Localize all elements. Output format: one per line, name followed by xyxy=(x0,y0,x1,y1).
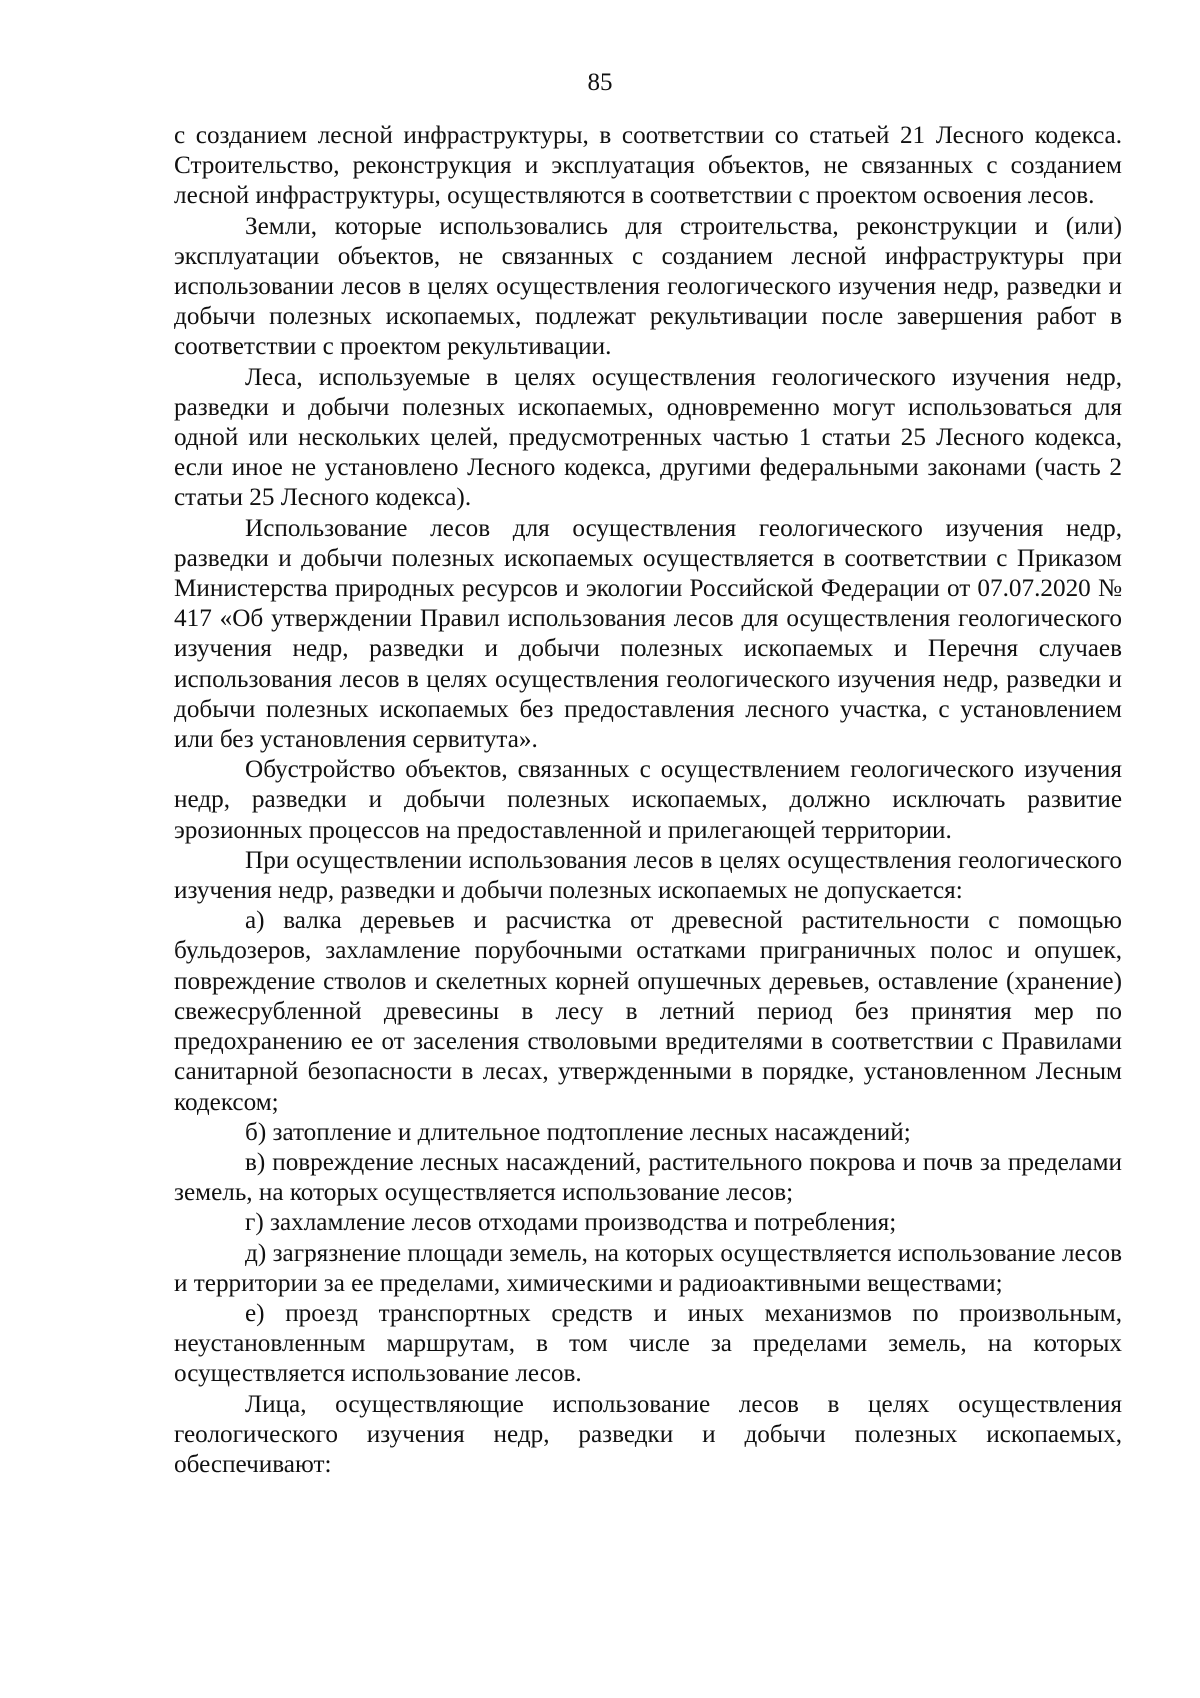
paragraph: При осуществлении использования лесов в целях осуществления геологического изучения недр, разведки и добычи полезных ископаемых не допускается: xyxy=(174,846,1122,905)
list-item-d: д) загрязнение площади земель, на которых осуществляется использование лесов и территории за ее пределами, химическими и радиоактивными веществами; xyxy=(174,1239,1122,1297)
list-item-g: г) захламление лесов отходами производства и потребления; xyxy=(245,1209,897,1237)
paragraph: Земли, которые использовались для строительства, реконструкции и (или) эксплуатации объектов, не связанных с созданием лесной инфраструктуры при использовании лесов в целях осуществления геологического изучения недр, разведки и добычи полезных ископаемых, подлежат рекультивации после завершения работ в соответствии с проектом рекультивации. xyxy=(174,212,1122,361)
list-item-a: а) валка деревьев и расчистка от древесной растительности с помощью бульдозеров, захламление порубочными остатками приграничных полос и опушек, повреждение стволов и скелетных корней опушечных деревьев, оставление (хранение) свежесрубленной древесины в лесу в летний период без принятия мер по предохранению ее от заселения стволовыми вредителями в соответствии с Правилами санитарной безопасности в лесах, утвержденными в порядке, установленном Лесным кодексом; xyxy=(174,907,1122,1116)
list-item-v: в) повреждение лесных насаждений, растительного покрова и почв за пределами земель, на которых осуществляется использование лесов; xyxy=(174,1148,1122,1207)
list-item-e: е) проезд транспортных средств и иных механизмов по произвольным, неустановленным маршрутам, в том числе за пределами земель, на которых осуществляется использование лесов. xyxy=(174,1299,1122,1388)
paragraph: Леса, используемые в целях осуществления геологического изучения недр, разведки и добычи полезных ископаемых, одновременно могут использоваться для одной или нескольких целей, предусмотренных частью 1 статьи 25 Лесного кодекса, если иное не установлено Лесного кодекса, другими федеральными законами (часть 2 статьи 25 Лесного кодекса). xyxy=(174,363,1122,512)
page-number: 85 xyxy=(587,69,613,96)
paragraph: Лица, осуществляющие использование лесов в целях осуществления геологического изучения недр, разведки и добычи полезных ископаемых, обеспечивают: xyxy=(174,1390,1122,1478)
paragraph: Обустройство объектов, связанных с осуществлением геологического изучения недр, разведки и добычи полезных ископаемых, должно исключать развитие эрозионных процессов на предоставленной и прилегающей территории. xyxy=(174,756,1122,844)
paragraph-continuation: с созданием лесной инфраструктуры, в соответствии со статьей 21 Лесного кодекса. Строительство, реконструкция и эксплуатация объектов, не связанных с созданием лесной инфраструктуры, осуществляются в соответствии с проектом освоения лесов. xyxy=(174,122,1122,210)
list-item-b: б) затопление и длительное подтопление лесных насаждений; xyxy=(245,1118,911,1146)
paragraph: Использование лесов для осуществления геологического изучения недр, разведки и добычи полезных ископаемых осуществляется в соответствии с Приказом Министерства природных ресурсов и экологии Российской Федерации от 07.07.2020 № 417 «Об утверждении Правил использования лесов для осуществления геологического изучения недр, разведки и добычи полезных ископаемых и Перечня случаев использования лесов в целях осуществления геологического изучения недр, разведки и добычи полезных ископаемых без предоставления лесного участка, с установлением или без установления сервитута». xyxy=(174,514,1122,754)
document-body xyxy=(174,121,1122,1480)
